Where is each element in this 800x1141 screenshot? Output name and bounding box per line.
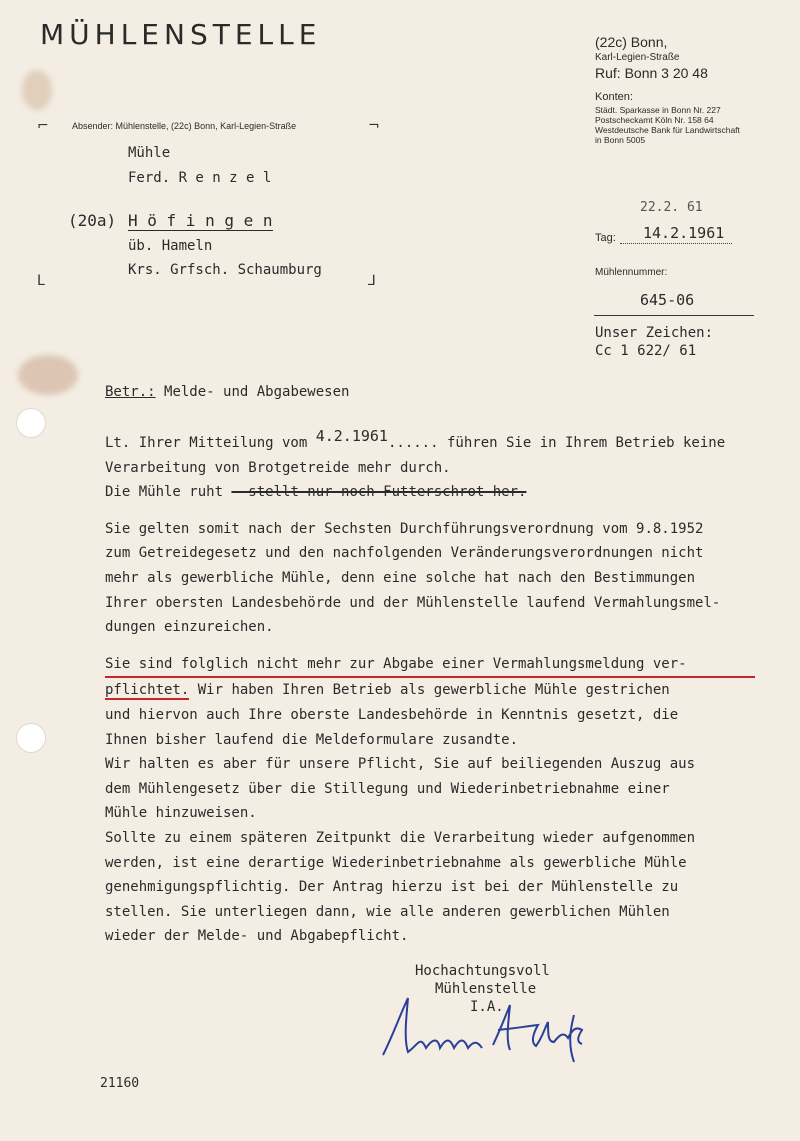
body-line: mehr als gewerbliche Mühle, denn eine solche hat nach den Bestimmungen (105, 569, 696, 586)
mill-number-rule (594, 315, 754, 316)
filled-date: 4.2.1961 (315, 427, 388, 445)
account-line: Postscheckamt Köln Nr. 158 64 (595, 115, 714, 125)
account-line: in Bonn 5005 (595, 135, 646, 145)
window-corner-br: ⅃ (368, 273, 376, 289)
subject-text: Melde- und Abgabewesen (164, 384, 350, 400)
body-line: zum Getreidegesetz und den nachfolgenden Veränderungsverordnungen nicht (105, 545, 704, 562)
phone-label: Ruf: (595, 65, 621, 81)
footer-number: 21160 (100, 1076, 140, 1091)
body-line: Verarbeitung von Brotgetreide mehr durch. (105, 459, 451, 476)
body-line: Sollte zu einem späteren Zeitpunkt die Verarbeitung wieder aufgenommen (105, 829, 696, 846)
struck-text: - stellt nur noch Futterschrot her. (231, 484, 527, 501)
body-line (105, 480, 755, 505)
body-line: dungen einzureichen. (105, 619, 274, 636)
office-block (595, 34, 785, 145)
body-line: dem Mühlengesetz über die Stillegung und Wiederinbetriebnahme einer (105, 780, 670, 797)
paper-stain (22, 70, 52, 110)
body-text: Lt. Ihrer Mitteilung vom (105, 435, 316, 451)
reference-value: Cc 1 622/ 61 (595, 343, 697, 359)
recipient-postcode: (20a) (68, 211, 117, 230)
body-line-highlighted: Sie sind folglich nicht mehr zur Abgabe einer Vermahlungsmeldung ver- (105, 652, 755, 679)
body-text: führen Sie in Ihrem Betrieb keine (438, 435, 726, 451)
letterhead-title: MÜHLENSTELLE (40, 18, 322, 51)
body-line: und hiervon auch Ihre oberste Landesbehörde in Kenntnis gesetzt, die (105, 706, 679, 723)
body-line: werden, ist eine derartige Wiederinbetriebnahme als gewerbliche Mühle (105, 854, 687, 871)
subject-line (105, 384, 349, 400)
body-text: Die Mühle ruht (105, 484, 232, 501)
body-line: Mühle hinzuweisen. (105, 805, 257, 822)
window-corner-bl: L (37, 273, 45, 289)
body-text: Wir haben Ihren Betrieb als gewerbliche Mühle gestrichen (189, 682, 670, 699)
punch-hole-bottom (16, 723, 46, 753)
handwritten-signature (378, 990, 608, 1070)
window-corner-tl: ⌐ (37, 118, 49, 134)
reference-label: Unser Zeichen: (595, 325, 714, 341)
closing-line3: I.A. (470, 999, 504, 1015)
subject-label: Betr.: (105, 384, 156, 400)
account-line: Westdeutsche Bank für Landwirtschaft (595, 125, 740, 135)
recipient-city: H ö f i n g e n (128, 211, 273, 230)
body-line: stellen. Sie unterliegen dann, wie alle anderen gewerblichen Mühlen (105, 903, 670, 920)
mill-number-label: Mühlennummer: (595, 267, 668, 278)
closing-line1: Hochachtungsvoll (415, 963, 550, 979)
body-line: wieder der Melde- und Abgabepflicht. (105, 928, 409, 945)
mill-number-value: 645-06 (640, 291, 695, 309)
account-line: Städt. Sparkasse in Bonn Nr. 227 (595, 105, 721, 115)
date-label: Tag: (595, 232, 616, 244)
sender-line: Absender: Mühlenstelle, (22c) Bonn, Karl-Legien-Straße (72, 121, 297, 131)
body-line (105, 678, 755, 703)
dots: ...... (387, 435, 439, 451)
highlighted-text: pflichtet. (105, 682, 190, 699)
window-corner-tr: ¬ (368, 118, 380, 134)
received-stamp-date: 22.2. 61 (640, 200, 703, 215)
body-line (105, 427, 755, 456)
body-line: Ihnen bisher laufend die Meldeformulare zusandte. (105, 731, 519, 748)
phone-value: Bonn 3 20 48 (624, 65, 708, 81)
punch-hole-top (16, 408, 46, 438)
letter-body (105, 427, 755, 949)
date-underline (620, 243, 732, 244)
body-line: Ihrer obersten Landesbehörde und der Mühlenstelle laufend Vermahlungsmel- (105, 594, 721, 611)
office-address-line1: (22c) Bonn, (595, 34, 668, 50)
office-phone (595, 65, 785, 81)
office-address-line2: Karl-Legien-Straße (595, 52, 680, 63)
paper-stain (18, 355, 78, 395)
recipient-line1: Mühle (128, 145, 171, 161)
recipient-line4: üb. Hameln (128, 238, 213, 254)
recipient-line5: Krs. Grfsch. Schaumburg (128, 262, 322, 278)
recipient-line2: Ferd. R e n z e l (128, 170, 272, 186)
body-line: genehmigungspflichtig. Der Antrag hierzu ist bei der Mühlenstelle zu (105, 879, 679, 896)
accounts-label: Konten: (595, 91, 633, 103)
date-value: 14.2.1961 (643, 224, 725, 242)
closing-line2: Mühlenstelle (435, 981, 537, 997)
body-line: Wir halten es aber für unsere Pflicht, Sie auf beiliegenden Auszug aus (105, 756, 696, 773)
body-line: Sie gelten somit nach der Sechsten Durchführungsverordnung vom 9.8.1952 (105, 520, 704, 537)
